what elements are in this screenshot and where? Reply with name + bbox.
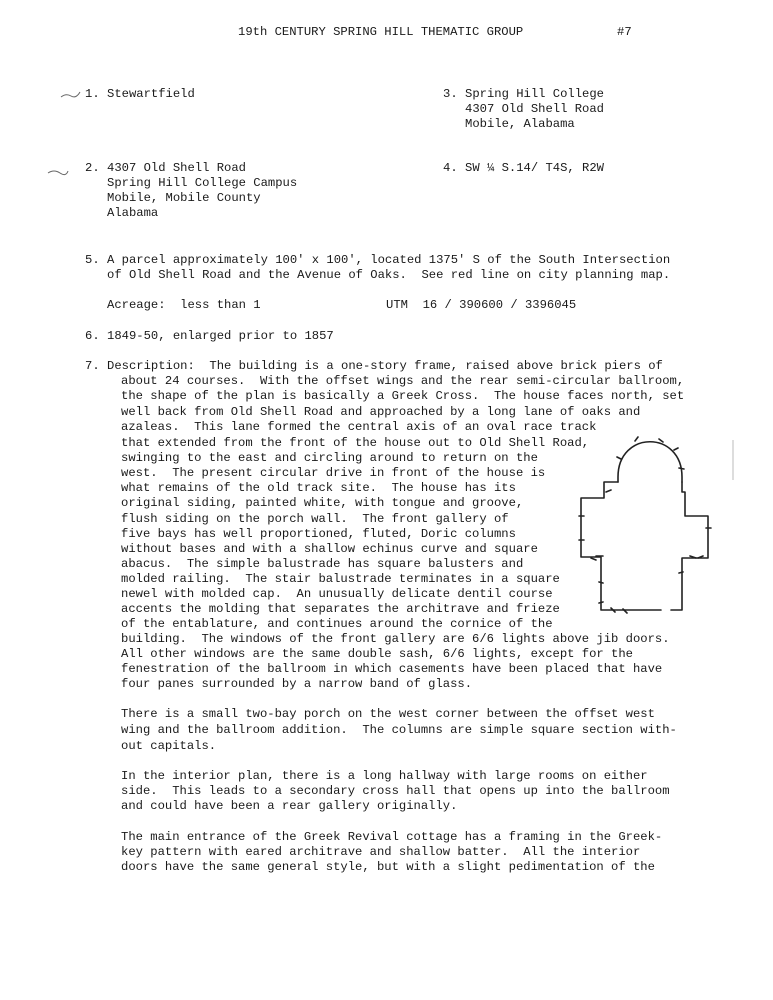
paragraph-line: The main entrance of the Greek Revival cottage has a framing in the Greek- bbox=[121, 830, 663, 844]
description-line: west. The present circular drive in front of the house is bbox=[121, 466, 546, 480]
description-line: the shape of the plan is basically a Greek Cross. The house faces north, set bbox=[121, 389, 685, 403]
description-line: flush siding on the porch wall. The front gallery of bbox=[121, 512, 509, 526]
description-line: original siding, painted white, with tongue and groove, bbox=[121, 496, 524, 510]
greek-cross-floor-plan-sketch bbox=[575, 432, 715, 622]
description-line: what remains of the old track site. The house has its bbox=[121, 481, 516, 495]
description-line: molded railing. The stair balustrade terminates in a square bbox=[121, 572, 560, 586]
margin-scribble-1 bbox=[60, 90, 82, 100]
page-number: #7 bbox=[617, 25, 632, 39]
item-7-number: 7. bbox=[85, 359, 100, 373]
description-line: four panes surrounded by a narrow band of glass. bbox=[121, 677, 473, 691]
paragraph-line: key pattern with eared architrave and shallow batter. All the interior bbox=[121, 845, 641, 859]
page-title: 19th CENTURY SPRING HILL THEMATIC GROUP bbox=[238, 25, 524, 39]
item-2-number: 2. bbox=[85, 161, 100, 175]
item-1-number: 1. bbox=[85, 87, 100, 101]
description-line: of the entablature, and continues around the cornice of the bbox=[121, 617, 553, 631]
description-line: accents the molding that separates the architrave and frieze bbox=[121, 602, 560, 616]
description-line: fenestration of the ballroom in which casements have been placed that have bbox=[121, 662, 663, 676]
item-2-line: Mobile, Mobile County bbox=[107, 191, 261, 205]
item-4-number: 4. bbox=[443, 161, 458, 175]
description-line: about 24 courses. With the offset wings and the rear semi-circular ballroom, bbox=[121, 374, 685, 388]
item-3-line: 4307 Old Shell Road bbox=[465, 102, 604, 116]
item-1-name: Stewartfield bbox=[107, 87, 195, 101]
margin-scribble-2 bbox=[47, 167, 69, 177]
paragraph-line: wing and the ballroom addition. The columns are simple square section with- bbox=[121, 723, 677, 737]
item-5-line: A parcel approximately 100' x 100', located 1375' S of the South Intersection bbox=[107, 253, 671, 267]
item-3-line: Mobile, Alabama bbox=[465, 117, 575, 131]
description-line: Description: The building is a one-story frame, raised above brick piers of bbox=[107, 359, 663, 373]
description-line: building. The windows of the front gallery are 6/6 lights above jib doors. bbox=[121, 632, 670, 646]
paragraph-line: doors have the same general style, but with a slight pedimentation of the bbox=[121, 860, 655, 874]
description-line: abacus. The simple balustrade has square balusters and bbox=[121, 557, 524, 571]
description-line: that extended from the front of the house out to Old Shell Road, bbox=[121, 436, 590, 450]
paragraph-line: and could have been a rear gallery originally. bbox=[121, 799, 458, 813]
item-5-number: 5. bbox=[85, 253, 100, 267]
description-line: All other windows are the same double sash, 6/6 lights, except for the bbox=[121, 647, 633, 661]
item-2-line: Spring Hill College Campus bbox=[107, 176, 298, 190]
item-2-line: Alabama bbox=[107, 206, 159, 220]
description-line: newel with molded cap. An unusually delicate dentil course bbox=[121, 587, 553, 601]
item-6-text: 1849-50, enlarged prior to 1857 bbox=[107, 329, 334, 343]
paragraph-line: side. This leads to a secondary cross hall that opens up into the ballroom bbox=[121, 784, 670, 798]
acreage: Acreage: less than 1 bbox=[107, 298, 261, 312]
item-2-line: 4307 Old Shell Road bbox=[107, 161, 246, 175]
description-line: swinging to the east and circling around to return on the bbox=[121, 451, 538, 465]
description-line: azaleas. This lane formed the central axis of an oval race track bbox=[121, 420, 597, 434]
item-3-line: Spring Hill College bbox=[465, 87, 604, 101]
paragraph-line: There is a small two-bay porch on the west corner between the offset west bbox=[121, 707, 655, 721]
description-line: five bays has well proportioned, fluted, Doric columns bbox=[121, 527, 516, 541]
description-line: without bases and with a shallow echinus curve and square bbox=[121, 542, 538, 556]
utm-reference: UTM 16 / 390600 / 3396045 bbox=[386, 298, 577, 312]
description-line: well back from Old Shell Road and approached by a long lane of oaks and bbox=[121, 405, 641, 419]
item-5-line: of Old Shell Road and the Avenue of Oaks. See red line on city planning map. bbox=[107, 268, 671, 282]
scan-artifact-line bbox=[731, 440, 735, 480]
paragraph-line: In the interior plan, there is a long hallway with large rooms on either bbox=[121, 769, 648, 783]
item-3-number: 3. bbox=[443, 87, 458, 101]
item-6-number: 6. bbox=[85, 329, 100, 343]
item-4-text: SW ¼ S.14/ T4S, R2W bbox=[465, 161, 604, 175]
paragraph-line: out capitals. bbox=[121, 739, 217, 753]
